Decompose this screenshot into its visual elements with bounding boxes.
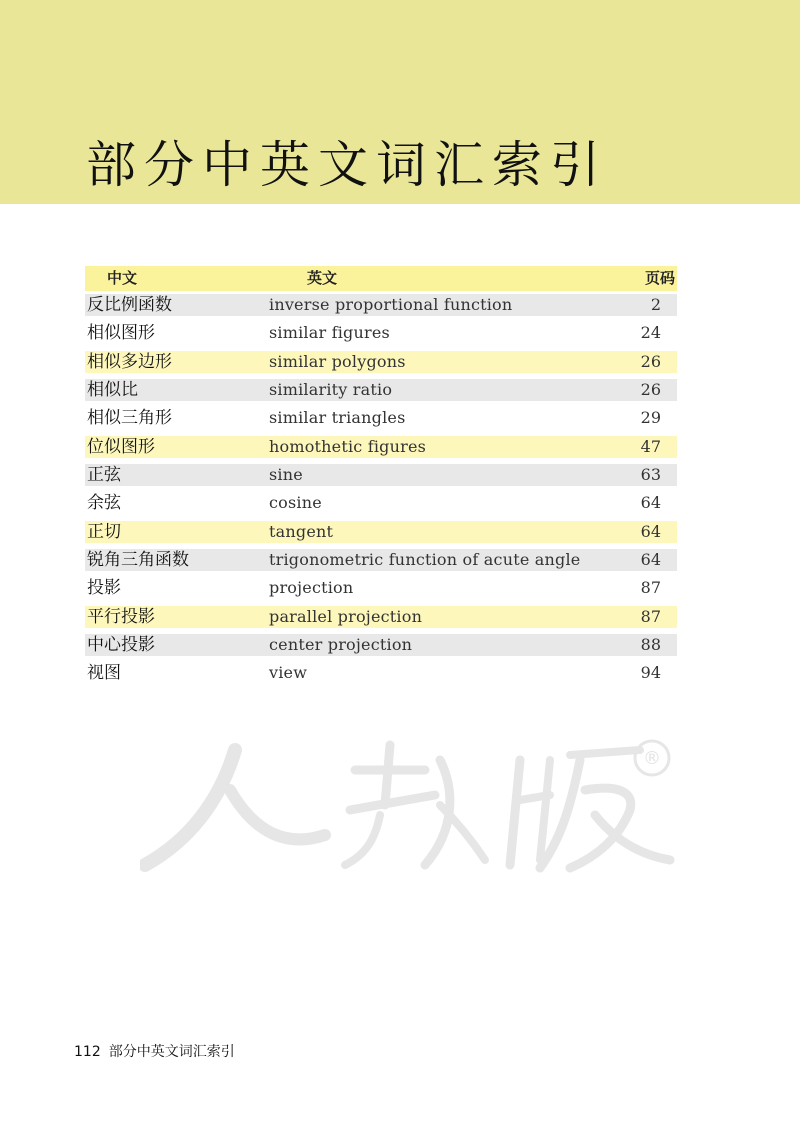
footer-page-number: 112 [74, 1044, 101, 1060]
registered-mark: ® [643, 748, 661, 769]
table-row [85, 549, 677, 571]
term-chinese: 正弦 [87, 464, 121, 485]
term-page: 63 [640, 464, 661, 484]
term-page: 47 [640, 436, 661, 456]
table-row [85, 294, 677, 316]
term-chinese: 平行投影 [87, 606, 155, 627]
table-row [85, 464, 677, 486]
term-english: similar triangles [269, 408, 406, 428]
header-page: 页码 [644, 269, 675, 287]
page-title: 部分中英文词汇索引 [86, 136, 608, 194]
term-page: 2 [650, 295, 661, 314]
term-page: 64 [640, 493, 661, 513]
footer-section-title: 部分中英文词汇索引 [108, 1044, 235, 1060]
term-page: 29 [640, 408, 661, 428]
term-english: similar figures [269, 323, 390, 343]
term-english: similar polygons [269, 351, 406, 371]
term-page: 88 [640, 634, 661, 654]
term-english: sine [269, 464, 303, 484]
term-english: similarity ratio [269, 379, 393, 399]
term-page: 26 [640, 351, 661, 371]
term-page: 64 [640, 521, 661, 541]
term-english: homothetic figures [269, 436, 427, 456]
header-chinese: 中文 [107, 269, 138, 287]
term-chinese: 相似图形 [87, 323, 155, 344]
term-chinese: 视图 [87, 663, 121, 684]
table-row [85, 322, 677, 344]
term-page: 24 [640, 323, 661, 343]
term-page: 26 [640, 379, 661, 399]
term-chinese: 投影 [87, 578, 121, 599]
table-row [85, 606, 677, 628]
index-table [85, 266, 677, 691]
table-row [85, 634, 677, 656]
table-row [85, 351, 677, 373]
term-english: inverse proportional function [269, 295, 513, 314]
table-row [85, 379, 677, 401]
term-english: parallel projection [269, 606, 423, 626]
term-page: 94 [640, 663, 661, 683]
term-english: trigonometric function of acute angle [269, 549, 581, 569]
table-header [85, 266, 677, 291]
table-row [85, 407, 677, 429]
term-chinese: 位似图形 [87, 436, 155, 457]
term-page: 64 [640, 549, 661, 569]
term-english: center projection [269, 634, 413, 654]
term-english: projection [269, 578, 354, 598]
publisher-watermark [140, 730, 680, 880]
term-chinese: 余弦 [87, 493, 121, 514]
table-row [85, 436, 677, 458]
term-english: view [269, 663, 308, 683]
term-chinese: 反比例函数 [87, 295, 172, 315]
term-chinese: 锐角三角函数 [87, 549, 189, 570]
term-chinese: 中心投影 [87, 634, 155, 655]
page-footer [74, 1041, 235, 1061]
term-chinese: 相似三角形 [87, 408, 172, 429]
table-row [85, 662, 677, 684]
table-row [85, 492, 677, 514]
term-page: 87 [640, 606, 661, 626]
term-chinese: 正切 [87, 521, 121, 542]
table-row [85, 577, 677, 599]
term-chinese: 相似多边形 [87, 351, 172, 372]
term-page: 87 [640, 578, 661, 598]
term-chinese: 相似比 [87, 379, 138, 400]
term-english: tangent [269, 521, 334, 541]
term-english: cosine [269, 493, 322, 513]
table-row [85, 521, 677, 543]
header-english: 英文 [307, 269, 338, 287]
